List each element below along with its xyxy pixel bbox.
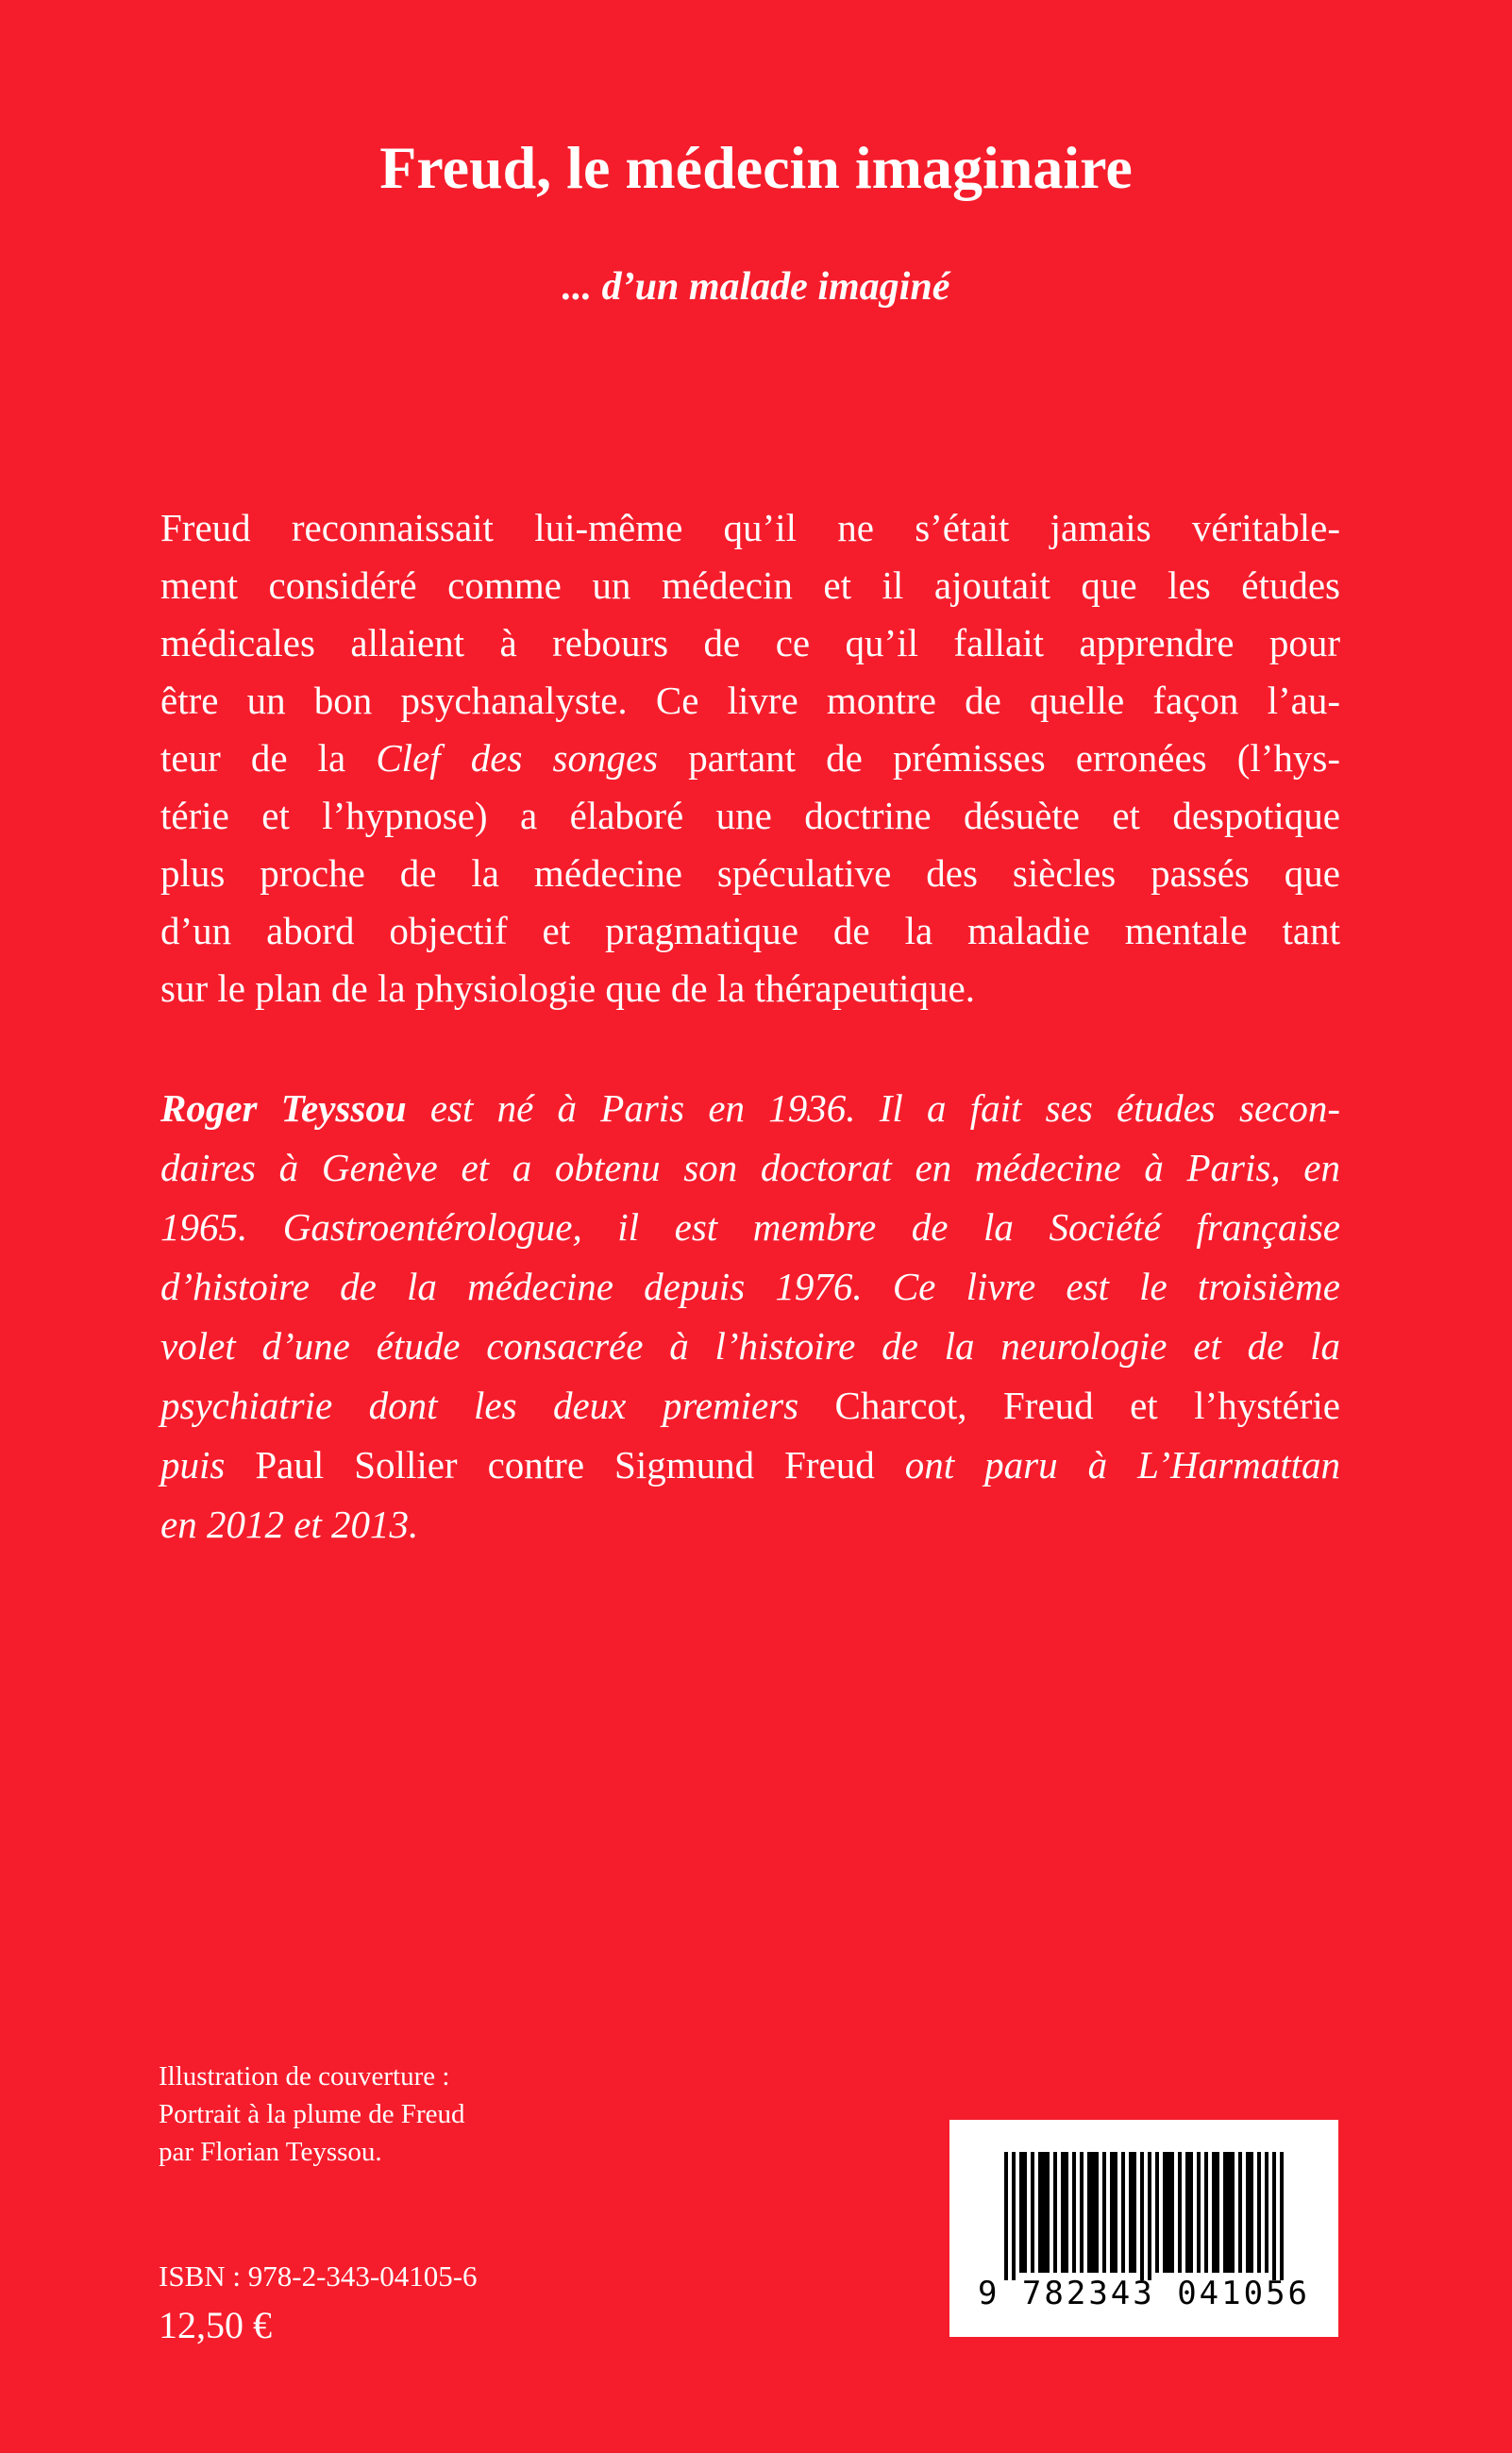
bio-line (160, 1440, 1340, 1489)
barcode (949, 2120, 1338, 2337)
book-reference-clef-des-songes: Clef des songes (376, 736, 659, 780)
blurb-line: ment considéré comme un médecin et il ajoutait que les études (160, 563, 1340, 607)
isbn-text: ISBN : 978-2-343-04105-6 (159, 2260, 478, 2293)
blurb-line (160, 733, 1340, 782)
bio-line: volet d’une étude consacrée à l’histoire de la neurologie et de la (160, 1324, 1340, 1368)
bio-text: puis (160, 1443, 256, 1487)
book-subtitle: ... d’un malade imaginé (562, 265, 950, 309)
bio-line: en 2012 et 2013. (160, 1503, 419, 1546)
bio-line: daires à Genève et a obtenu son doctorat en médecine à Paris, en (160, 1146, 1340, 1189)
barcode-bars-icon (1004, 2152, 1284, 2280)
blurb-line: plus proche de la médecine spéculative des siècles passés que (160, 851, 1340, 895)
bio-line: d’histoire de la médecine depuis 1976. Ce livre est le troisième (160, 1265, 1340, 1308)
bio-text: psychiatrie dont les deux premiers (160, 1384, 835, 1427)
bio-line (160, 1381, 1340, 1430)
bio-text: est né à Paris en 1936. Il a fait ses études secon- (406, 1086, 1340, 1130)
bio-line (160, 1084, 1340, 1133)
book-reference-sollier: Paul Sollier contre Sigmund Freud (255, 1443, 875, 1487)
price-text: 12,50 € (159, 2304, 272, 2346)
bio-line: 1965. Gastroentérologue, il est membre de la Société française (160, 1205, 1340, 1249)
barcode-digits: 9 782343 041056 (977, 2275, 1311, 2312)
blurb-line: médicales allaient à rebours de ce qu’il fallait apprendre pour (160, 621, 1340, 664)
blurb-text: teur de la (160, 736, 377, 780)
book-reference-charcot: Charcot, Freud et l’hystérie (834, 1384, 1340, 1427)
credit-line: par Florian Teyssou. (159, 2137, 382, 2167)
blurb-line: Freud reconnaissait lui-même qu’il ne s’était jamais véritable- (160, 506, 1340, 549)
author-name: Roger Teyssou (160, 1086, 407, 1130)
blurb-line: d’un abord objectif et pragmatique de la maladie mentale tant (160, 909, 1340, 952)
bio-text: ont paru à L’Harmattan (874, 1443, 1340, 1487)
blurb-text: partant de prémisses erronées (l’hys- (658, 736, 1341, 780)
blurb-line: sur le plan de la physiologie que de la thérapeutique. (160, 966, 976, 1010)
blurb-line: être un bon psychanalyste. Ce livre montre de quelle façon l’au- (160, 679, 1340, 722)
credit-line: Portrait à la plume de Freud (159, 2099, 465, 2129)
credit-line: Illustration de couverture : (159, 2061, 450, 2092)
blurb-line: térie et l’hypnose) a élaboré une doctrine désuète et despotique (160, 794, 1340, 837)
book-title: Freud, le médecin imaginaire (379, 134, 1133, 201)
